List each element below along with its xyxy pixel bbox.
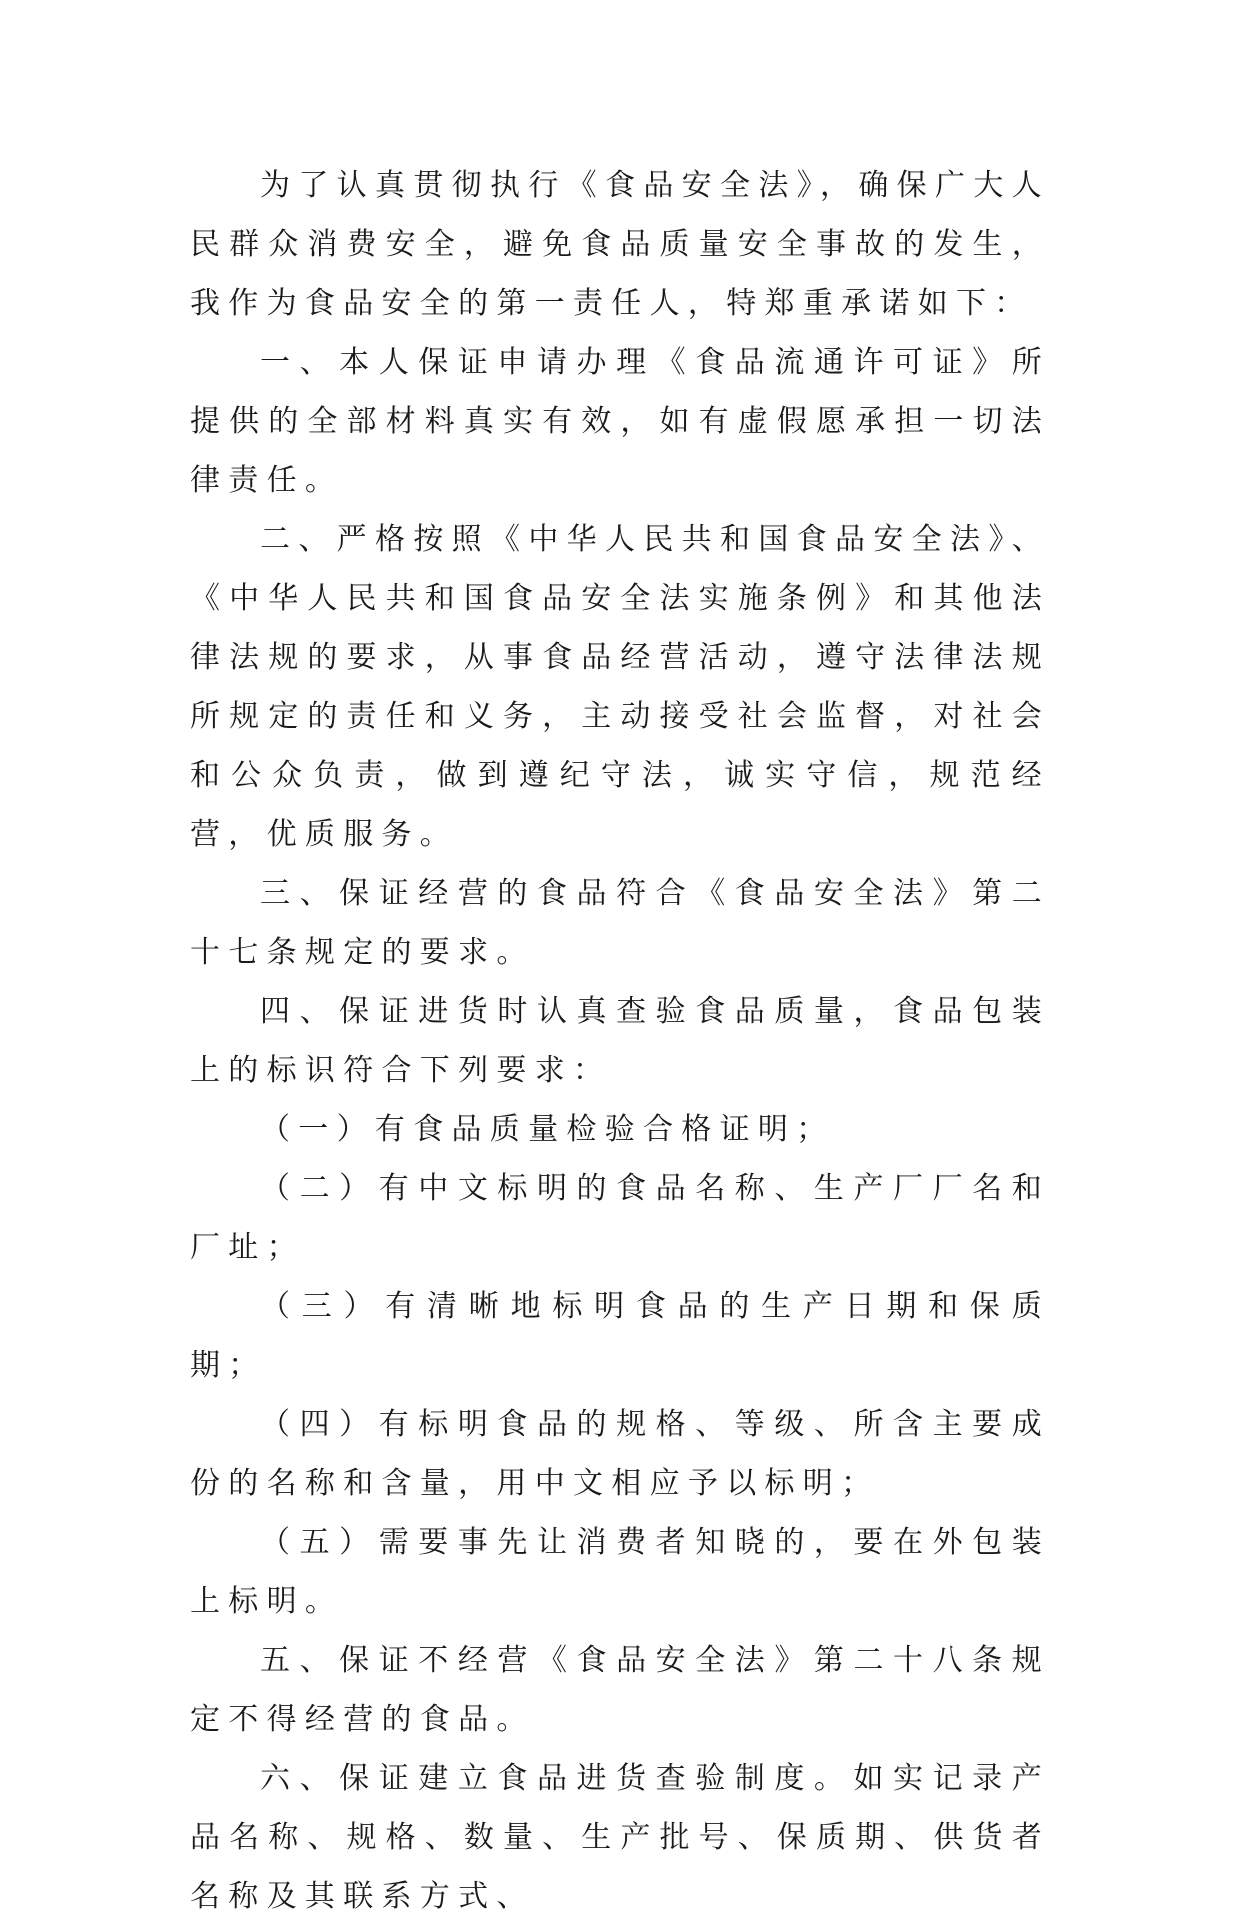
clause-2: 二、严格按照《中华人民共和国食品安全法》、《中华人民共和国食品安全法实施条例》和其他法律法规的要求，从事食品经营活动，遵守法律法规所规定的责任和义务，主动接受社会监督，对社会和公众负责，做到遵纪守法，诚实守信，规范经营，优质服务。: [190, 522, 1050, 852]
clause-4-item-5: （五）需要事先让消费者知晓的，要在外包装上标明。: [190, 1525, 1050, 1619]
clause-4: 四、保证进货时认真查验食品质量，食品包装上的标识符合下列要求：: [190, 994, 1050, 1088]
clause-4-item-1: （一）有食品质量检验合格证明；: [260, 1112, 835, 1147]
clause-6: 六、保证建立食品进货查验制度。如实记录产品名称、规格、数量、生产批号、保质期、供货者名称及其联系方式、: [190, 1761, 1050, 1914]
clause-3: 三、保证经营的食品符合《食品安全法》第二十七条规定的要求。: [190, 876, 1050, 970]
clause-4-item-3: （三）有清晰地标明食品的生产日期和保质期；: [190, 1289, 1050, 1383]
clause-5: 五、保证不经营《食品安全法》第二十八条规定不得经营的食品。: [190, 1643, 1050, 1737]
clause-4-item-2: （二）有中文标明的食品名称、生产厂厂名和厂址；: [190, 1171, 1050, 1265]
intro-paragraph: 为了认真贯彻执行《食品安全法》，确保广大人民群众消费安全，避免食品质量安全事故的发生，我作为食品安全的第一责任人，特郑重承诺如下：: [190, 168, 1050, 321]
clause-1: 一、本人保证申请办理《食品流通许可证》所提供的全部材料真实有效，如有虚假愿承担一切法律责任。: [190, 345, 1050, 498]
clause-4-item-4: （四）有标明食品的规格、等级、所含主要成份的名称和含量，用中文相应予以标明；: [190, 1407, 1050, 1501]
commitment-text: [190, 156, 1050, 1926]
